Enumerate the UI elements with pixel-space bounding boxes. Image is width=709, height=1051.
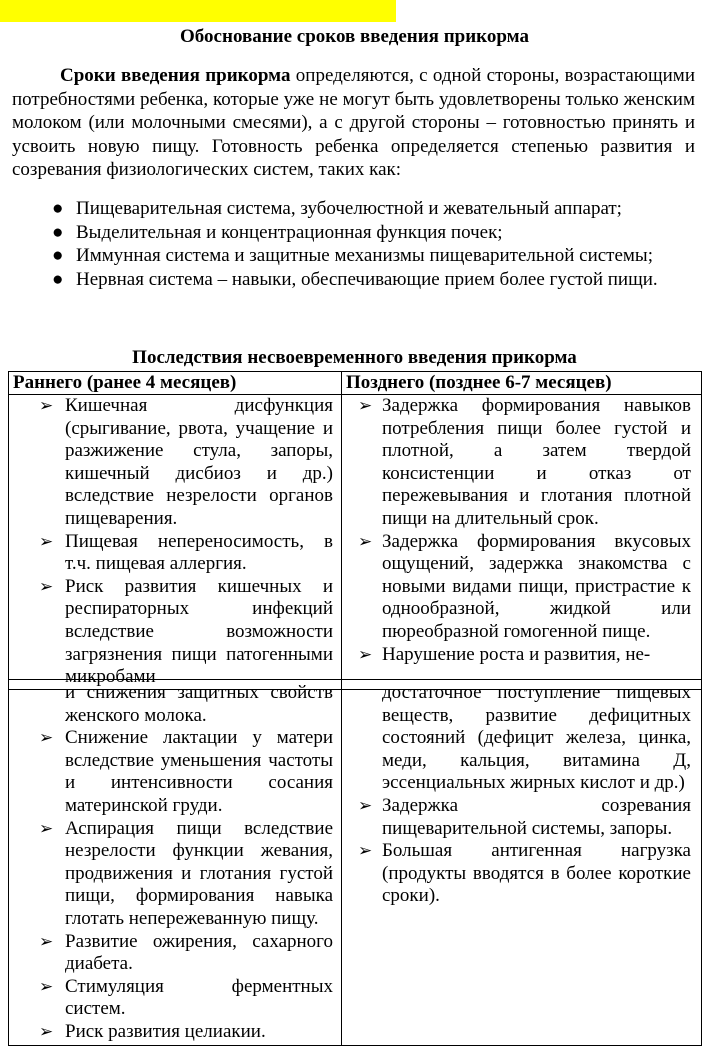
consequences-table <box>8 371 702 690</box>
late-cell <box>342 395 702 690</box>
bullet-dot-icon: ● <box>52 221 64 243</box>
list-item: ➢ Развитие ожирения, сахарного диабета. <box>39 930 333 975</box>
arrow-right-icon: ➢ <box>358 396 373 415</box>
list-item: ➢ Риск развития кишечных и респираторных инфекций вследствие возможности загрязнения пищи патогенными микробами <box>39 575 333 688</box>
list-item: ➢ Пищевая непереносимость, в т.ч. пищевая аллергия. <box>39 530 333 575</box>
list-item: ➢ Снижение лактации у матери вследствие уменьшения частоты и интенсивности сосания материнской груди. <box>39 727 333 816</box>
table-header-row <box>9 372 702 395</box>
consequences-table-continued <box>8 679 702 1046</box>
table-row <box>9 680 702 1046</box>
list-item: ➢ Нарушение роста и развития, не- <box>358 643 651 665</box>
systems-list <box>12 197 702 291</box>
arrow-right-icon: ➢ <box>358 841 373 861</box>
bullet-dot-icon: ● <box>52 245 64 266</box>
arrow-right-icon: ➢ <box>39 531 54 551</box>
early-list-continued <box>9 727 341 1043</box>
intro-bold-lead: Сроки введения прикорма <box>60 65 291 86</box>
list-item: ➢ Задержка созревания пищеварительной системы, запоры. <box>358 794 691 839</box>
intro-text: определяются, с одной стороны, возрастающими потребностями ребенка, которые уже не могут быть удовлетворены только женским молоком (или молочными смесями), а с другой стороны – готовностью принять и усвоить новую пищу. Готовность ребенка определяется степенью развития и созревания физиологических систем, таких как: <box>12 65 695 181</box>
list-item: ● Пищеварительная система, зубочелюстной и жевательный аппарат; <box>52 198 622 219</box>
arrow-right-icon: ➢ <box>39 576 54 596</box>
list-item: ➢ Риск развития целиакии. <box>39 1020 266 1042</box>
late-list-continued <box>342 795 701 908</box>
list-item: ➢ Стимуляция ферментных систем. <box>39 975 333 1020</box>
table-row <box>9 395 702 690</box>
list-item: ● Иммунная система и защитные механизмы пищеварительной системы; <box>52 245 653 266</box>
arrow-right-icon: ➢ <box>358 644 373 664</box>
page-title: Обоснование сроков введения прикорма <box>180 26 529 47</box>
late-cell-continued <box>342 680 702 1046</box>
arrow-right-icon: ➢ <box>39 396 54 415</box>
early-continuation-text: и снижения защитных свойств женского молока. <box>65 682 333 726</box>
arrow-right-icon: ➢ <box>39 976 54 996</box>
early-cell-continued <box>9 680 342 1046</box>
late-continuation-text: достаточное поступление пищевых веществ, развитие дефицитных состояний (дефицит железа, цинка, меди, кальция, витамина Д, эссенциальных жирных кислот и др.) <box>382 682 691 794</box>
arrow-right-icon: ➢ <box>358 531 373 551</box>
bullet-dot-icon: ● <box>52 198 64 219</box>
arrow-right-icon: ➢ <box>39 728 54 748</box>
bullet-dot-icon: ● <box>52 268 64 290</box>
arrow-right-icon: ➢ <box>39 818 54 838</box>
column-header-early: Раннего (ранее 4 месяцев) <box>9 372 342 395</box>
list-item: ➢ Большая антигенная нагрузка (продукты вводятся в более короткие сроки). <box>358 840 691 907</box>
arrow-right-icon: ➢ <box>39 931 54 951</box>
list-item: ➢ Задержка формирования вкусовых ощущений, задержка знакомства с новыми видами пищи, пристрастие к однообразной, жидкой или пюреобразной гомогенной пище. <box>358 530 691 642</box>
arrow-right-icon: ➢ <box>358 795 373 815</box>
late-list <box>342 395 701 666</box>
arrow-right-icon: ➢ <box>39 1021 54 1041</box>
table-title: Последствия несвоевременного введения прикорма <box>132 347 577 368</box>
intro-paragraph <box>12 64 695 182</box>
list-item: ➢ Кишечная дисфункция (срыгивание, рвота, учащение и разжижение стула, запоры, кишечный дисбиоз и др.) вследствие незрелости органов пищеварения. <box>39 395 333 529</box>
list-item: ➢ Задержка формирования навыков потребления пищи более густой и плотной, а затем твердой консистенции и отказ от пережевывания и глотания плотной пищи на длительный срок. <box>358 395 691 529</box>
list-item: ➢ Аспирация пищи вследствие незрелости функции жевания, продвижения и глотания густой пищи, формирования навыка глотать непережеванную пищу. <box>39 817 333 929</box>
list-item: ● Нервная система – навыки, обеспечивающие прием более густой пищи. <box>52 268 658 290</box>
yellow-highlight-bar <box>0 0 396 22</box>
list-item: ● Выделительная и концентрационная функция почек; <box>52 221 503 243</box>
early-cell <box>9 395 342 690</box>
early-list <box>9 395 341 689</box>
column-header-late: Позднего (позднее 6-7 месяцев) <box>342 372 702 395</box>
